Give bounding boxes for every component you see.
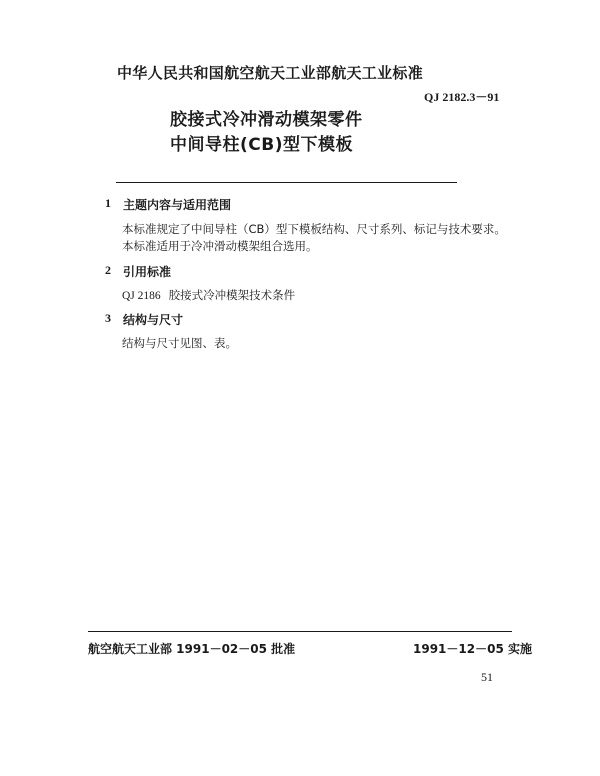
standard-code: QJ 2182.3－91 — [424, 90, 500, 104]
section-1-heading — [105, 196, 405, 212]
referenced-standard-code: QJ 2186 — [122, 290, 161, 302]
section-3-paragraph-1: 结构与尺寸见图、表。 — [122, 336, 237, 350]
issuing-organization: 中华人民共和国航空航天工业部航天工业标准 — [117, 64, 424, 82]
referenced-standard — [122, 287, 295, 303]
section-number: 3 — [105, 311, 111, 325]
section-title: 引用标准 — [123, 265, 172, 279]
footer-divider — [88, 631, 512, 632]
document-title-line-1: 胶接式冷冲滑动模架零件 — [170, 110, 363, 130]
document-title-line-2: 中间导柱(CB)型下模板 — [170, 135, 353, 155]
page-number: 51 — [481, 670, 493, 684]
implementation-date: 1991－12－05 实施 — [413, 642, 532, 656]
section-3-heading — [105, 311, 405, 327]
section-title: 结构与尺寸 — [123, 313, 184, 327]
section-number: 1 — [105, 196, 111, 210]
section-number: 2 — [105, 263, 111, 277]
referenced-standard-title: 胶接式冷冲模架技术条件 — [168, 288, 296, 302]
header-divider — [116, 182, 457, 183]
approval-statement: 航空航天工业部 1991－02－05 批准 — [88, 642, 296, 656]
section-title: 主题内容与适用范围 — [123, 198, 232, 212]
section-1-paragraph-1: 本标准规定了中间导柱（CB）型下模板结构、尺寸系列、标记与技术要求。 — [122, 222, 506, 236]
section-1-paragraph-2: 本标准适用于冷冲滑动模架组合选用。 — [122, 239, 318, 253]
section-2-heading — [105, 263, 405, 279]
